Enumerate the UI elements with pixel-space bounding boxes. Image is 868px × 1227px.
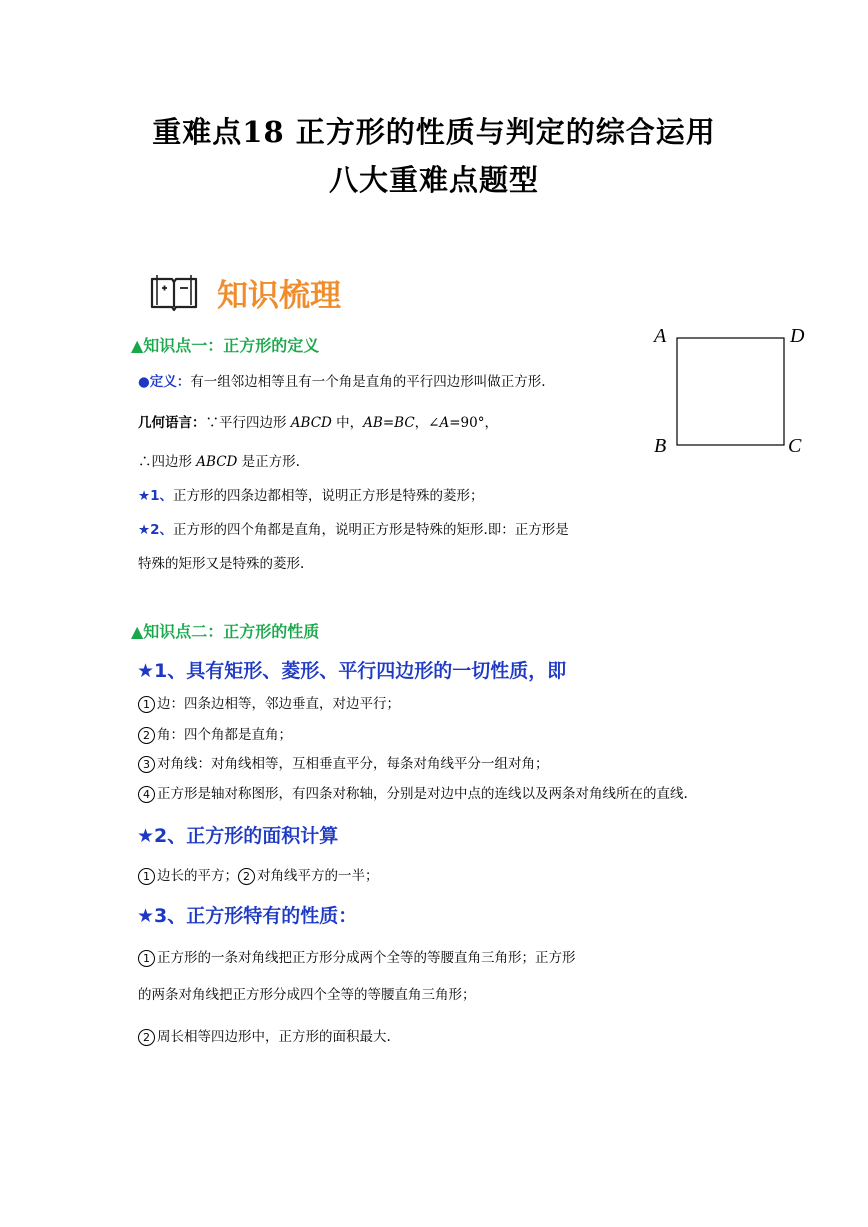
property-item-text: 对角线：对角线相等，互相垂直平分，每条对角线平分一组对角； <box>157 756 549 772</box>
star-note-1 <box>138 484 484 504</box>
square-abcd-figure <box>648 320 818 460</box>
definition-label: ●定义： <box>138 374 191 390</box>
open-book-icon <box>148 273 200 313</box>
star-note-2-continued: 特殊的矩形又是特殊的菱形. <box>138 556 305 572</box>
special-property-1-text: 正方形的一条对角线把正方形分成两个全等的等腰直角三角形；正方形 <box>157 950 576 966</box>
circled-number: 1 <box>138 950 155 967</box>
geo-deg: =90°， <box>449 415 498 431</box>
star-note-2 <box>138 518 569 538</box>
geo-abcd: ABCD <box>290 415 332 431</box>
star-note-1-text: 正方形的四条边都相等，说明正方形是特殊的菱形； <box>173 488 484 504</box>
circled-number: 2 <box>138 1029 155 1046</box>
property-item-text: 正方形是轴对称图形，有四条对称轴，分别是对边中点的连线以及两条对角线所在的直线. <box>157 786 688 802</box>
vertex-c-label: C <box>788 435 802 457</box>
circled-number: 2 <box>238 868 255 885</box>
special-property-2-text: 周长相等四边形中，正方形的面积最大. <box>157 1029 391 1045</box>
vertex-b-label: B <box>654 435 667 457</box>
area-formula-1: 边长的平方； <box>157 868 238 884</box>
vertex-d-label: D <box>790 325 805 347</box>
geo-mid: 中， <box>331 415 364 431</box>
property-heading-1: ★1、具有矩形、菱形、平行四边形的一切性质，即 <box>137 660 567 682</box>
area-formula-2: 对角线平方的一半； <box>257 868 379 884</box>
conclusion-suffix: 是正方形. <box>237 454 300 470</box>
property-item-text: 边：四条边相等，邻边垂直，对边平行； <box>157 696 400 712</box>
circled-number: 2 <box>138 727 155 744</box>
square-shape <box>677 338 784 445</box>
property-heading-2: ★2、正方形的面积计算 <box>137 825 339 847</box>
special-property-2 <box>138 1025 391 1046</box>
special-property-1 <box>138 946 576 967</box>
geometric-language-line <box>138 411 498 431</box>
area-formula-line <box>138 864 379 885</box>
definition-line <box>138 370 546 390</box>
property-item-1 <box>138 692 400 713</box>
conclusion-abcd: ABCD <box>196 454 238 470</box>
property-item-2 <box>138 723 292 744</box>
page-title-line1: 重难点18 正方形的性质与判定的综合运用 <box>152 115 716 149</box>
section-heading: 知识梳理 <box>217 278 341 314</box>
geo-prefix: ∵平行四边形 <box>205 415 291 431</box>
knowledge-point-2-title: ▲知识点二：正方形的性质 <box>131 622 320 641</box>
geo-eq: = <box>382 415 395 431</box>
geo-angle: ，∠ <box>414 415 440 431</box>
property-item-4 <box>138 782 688 803</box>
property-item-3 <box>138 752 549 773</box>
geo-a: A <box>439 415 450 431</box>
circled-number: 3 <box>138 756 155 773</box>
geo-bc: BC <box>394 415 415 431</box>
knowledge-point-1-title: ▲知识点一：正方形的定义 <box>131 336 320 355</box>
star-note-1-number: ★1、 <box>138 488 173 504</box>
circled-number: 1 <box>138 696 155 713</box>
special-property-1-continued: 的两条对角线把正方形分成四个全等的等腰直角三角形； <box>138 987 476 1003</box>
definition-text: 有一组邻边相等且有一个角是直角的平行四边形叫做正方形. <box>190 374 546 390</box>
star-note-2-text: 正方形的四个角都是直角，说明正方形是特殊的矩形.即：正方形是 <box>173 522 569 538</box>
conclusion-line <box>138 450 300 470</box>
geometric-language-label: 几何语言： <box>138 415 206 431</box>
vertex-a-label: A <box>654 325 667 347</box>
property-heading-3: ★3、正方形特有的性质： <box>137 905 358 927</box>
conclusion-prefix: ∴四边形 <box>138 454 197 470</box>
star-note-2-number: ★2、 <box>138 522 173 538</box>
circled-number: 1 <box>138 868 155 885</box>
property-item-text: 角：四个角都是直角； <box>157 727 292 743</box>
page-title-line2: 八大重难点题型 <box>328 163 539 197</box>
circled-number: 4 <box>138 786 155 803</box>
geo-ab: AB <box>363 415 383 431</box>
